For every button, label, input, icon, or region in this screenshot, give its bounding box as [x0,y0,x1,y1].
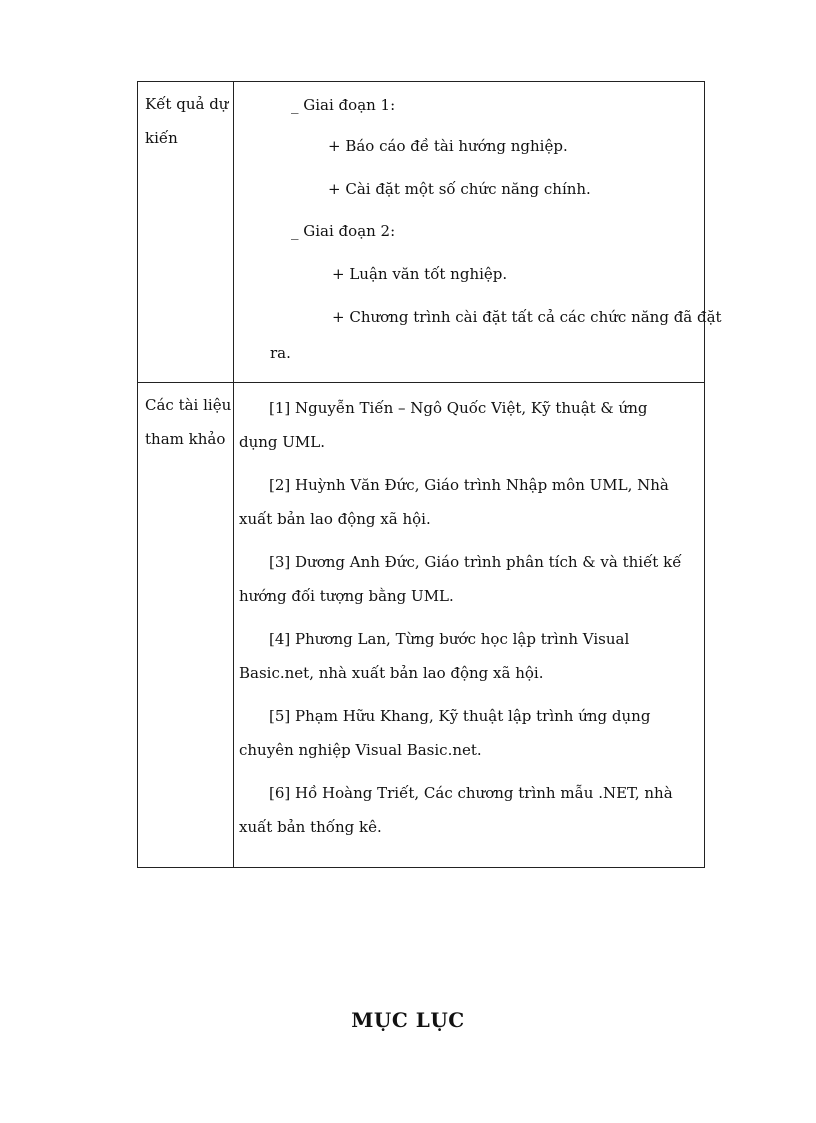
references-label-cell [138,383,234,868]
phase-2-item: + Chương trình cài đặt tất cả các chức năng đã đặt [332,308,722,326]
phase-1-heading: _ Giai đoạn 1: [291,96,396,114]
reference-item: [2] Huỳnh Văn Đức, Giáo trình Nhập môn UML, Nhà xuất bản lao động xã hội. [239,476,669,528]
reference-item: [4] Phương Lan, Từng bước học lập trình Visual Basic.net, nhà xuất bản lao động xã hội. [239,630,630,682]
phase-2-item: + Luận văn tốt nghiệp. [332,265,508,283]
phase-2-heading: _ Giai đoạn 2: [291,222,396,240]
references-content-cell [234,383,705,868]
references-row [138,383,705,868]
reference-list [234,383,704,867]
phase-1-item: + Cài đặt một số chức năng chính. [328,180,591,198]
table-of-contents-title: MỤC LỤC [351,1008,465,1032]
expected-results-content-cell [234,82,722,383]
reference-item: [1] Nguyễn Tiến – Ngô Quốc Việt, Kỹ thuật & ứng dụng UML. [239,399,648,451]
expected-results-label: Kết quả dự kiến [145,95,229,147]
reference-item: [3] Dương Anh Đức, Giáo trình phân tích & và thiết kế hướng đối tượng bằng UML. [239,553,682,605]
phase-2-item-continuation: ra. [270,344,291,362]
expected-results-label-cell [138,82,234,383]
reference-item: [6] Hồ Hoàng Triết, Các chương trình mẫu .NET, nhà xuất bản thống kê. [239,784,673,836]
reference-item: [5] Phạm Hữu Khang, Kỹ thuật lập trình ứng dụng chuyên nghiệp Visual Basic.net. [239,707,651,759]
phase-1-item: + Báo cáo đề tài hướng nghiệp. [328,137,568,155]
references-label: Các tài liệu tham khảo [145,396,232,448]
expected-results-row [138,82,705,383]
project-plan-table [137,81,722,868]
